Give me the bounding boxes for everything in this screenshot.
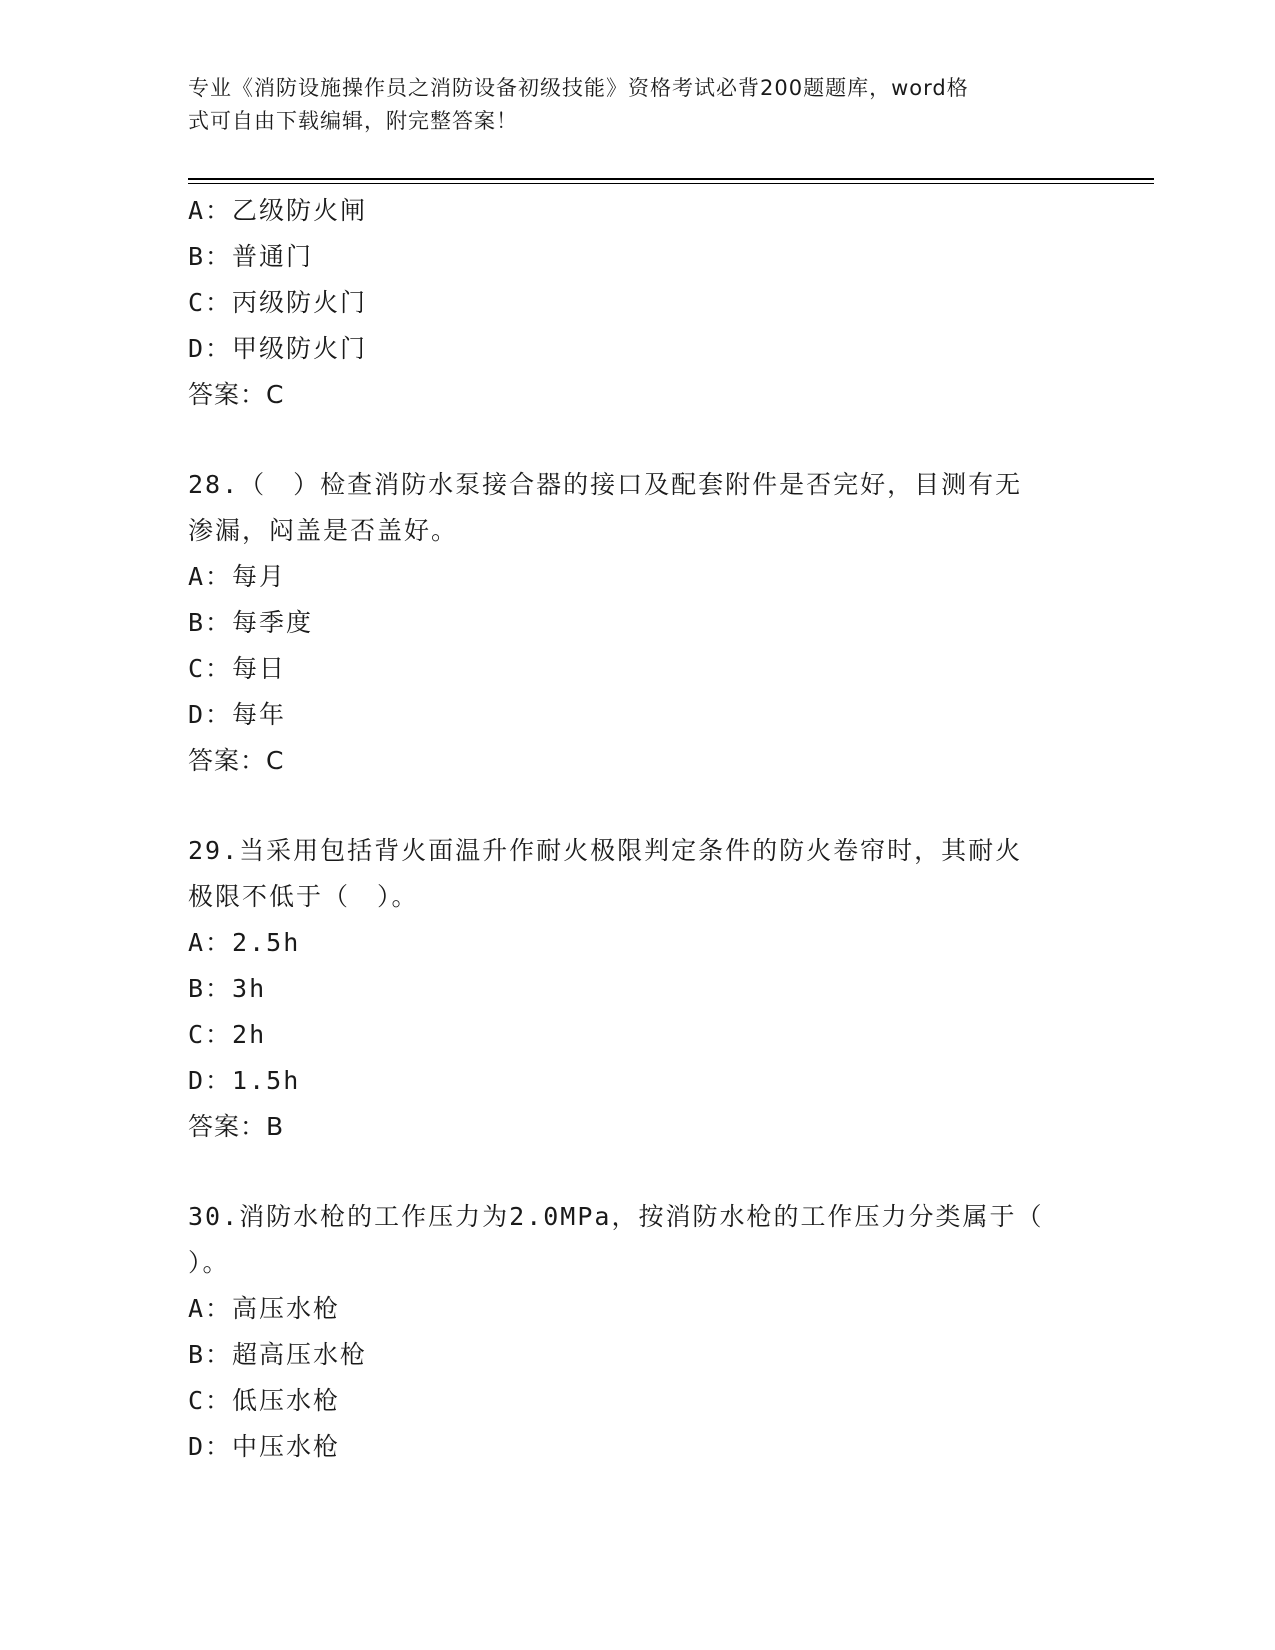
option-a: A：高压水枪 bbox=[188, 1294, 341, 1323]
option-d: D：每年 bbox=[188, 700, 287, 729]
question-text-line-2: 极限不低于（ ）。 bbox=[188, 882, 419, 911]
option-d: D：中压水枪 bbox=[188, 1432, 341, 1461]
option-b: B：每季度 bbox=[188, 608, 314, 637]
option-b: B：普通门 bbox=[188, 242, 314, 271]
question-30 bbox=[188, 1194, 1088, 1470]
question-text-line-1: 28.（ ）检查消防水泵接合器的接口及配套附件是否完好，目测有无 bbox=[188, 470, 1023, 499]
question-list bbox=[188, 188, 1088, 1470]
option-c: C：丙级防火门 bbox=[188, 288, 368, 317]
question-text bbox=[188, 828, 1068, 920]
header-rule-thick bbox=[188, 178, 1154, 180]
option-c: C：低压水枪 bbox=[188, 1386, 341, 1415]
spacer bbox=[188, 1150, 1088, 1194]
option-d: D：1.5h bbox=[188, 1066, 301, 1095]
option-a: A：每月 bbox=[188, 562, 287, 591]
option-a: A：乙级防火闸 bbox=[188, 196, 368, 225]
spacer bbox=[188, 784, 1088, 828]
question-text bbox=[188, 1194, 1068, 1286]
question-text-line-1: 29.当采用包括背火面温升作耐火极限判定条件的防火卷帘时，其耐火 bbox=[188, 836, 1023, 865]
header-rule-thin bbox=[188, 183, 1154, 184]
answer: 答案：C bbox=[188, 380, 285, 409]
answer: 答案：C bbox=[188, 746, 285, 775]
question-text-line-2: ）。 bbox=[188, 1248, 230, 1277]
header-line-2: 式可自由下载编辑，附完整答案！ bbox=[188, 109, 518, 133]
option-c: C：每日 bbox=[188, 654, 287, 683]
option-c: C：2h bbox=[188, 1020, 267, 1049]
answer: 答案：B bbox=[188, 1112, 285, 1141]
question-29 bbox=[188, 828, 1088, 1150]
question-text-line-1: 30.消防水枪的工作压力为2.0MPa，按消防水枪的工作压力分类属于（ bbox=[188, 1202, 1044, 1231]
question-text-line-2: 渗漏，闷盖是否盖好。 bbox=[188, 516, 459, 545]
option-b: B：3h bbox=[188, 974, 267, 1003]
option-b: B：超高压水枪 bbox=[188, 1340, 368, 1369]
question-text bbox=[188, 462, 1068, 554]
question-28 bbox=[188, 462, 1088, 784]
option-a: A：2.5h bbox=[188, 928, 301, 957]
header-line-1: 专业《消防设施操作员之消防设备初级技能》资格考试必背200题题库，word格 bbox=[188, 76, 969, 100]
option-d: D：甲级防火门 bbox=[188, 334, 368, 363]
spacer bbox=[188, 418, 1088, 462]
question-27 bbox=[188, 188, 1088, 418]
document-header bbox=[188, 72, 1068, 138]
